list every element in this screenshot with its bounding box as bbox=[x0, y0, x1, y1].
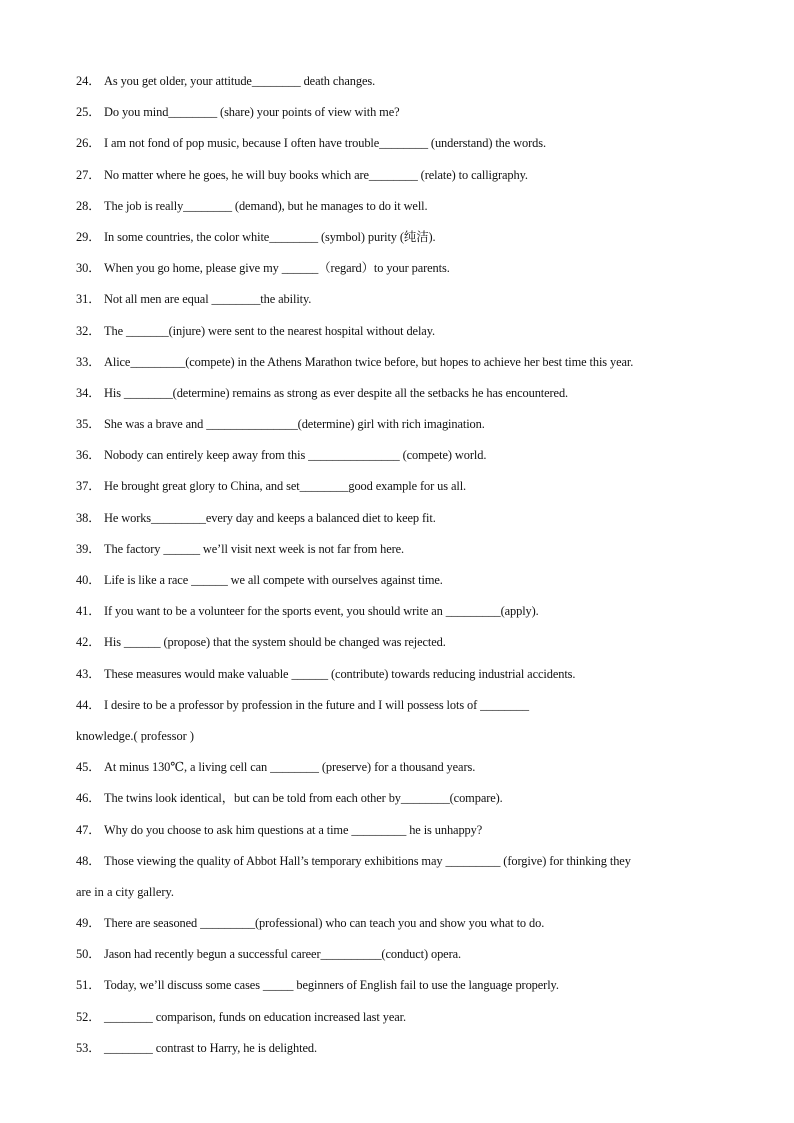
question-number: 25． bbox=[76, 105, 101, 120]
question-continuation: knowledge.( professor ) bbox=[76, 728, 195, 743]
question-number: 53． bbox=[76, 1040, 101, 1055]
question-number: 51． bbox=[76, 978, 101, 993]
question-item bbox=[76, 284, 766, 315]
question-item bbox=[76, 222, 766, 253]
question-item bbox=[76, 1002, 766, 1033]
question-item bbox=[76, 846, 766, 877]
question-item bbox=[76, 783, 766, 814]
question-text: Those viewing the quality of Abbot Hall’s temporary exhibitions may _________ (forgive) for thinking they bbox=[104, 853, 631, 868]
question-number: 45． bbox=[76, 760, 101, 775]
question-item bbox=[76, 160, 766, 191]
question-number: 31． bbox=[76, 292, 101, 307]
question-number: 38． bbox=[76, 510, 101, 525]
question-text: No matter where he goes, he will buy books which are________ (relate) to calligraphy. bbox=[104, 167, 528, 182]
question-text: Alice_________(compete) in the Athens Marathon twice before, but hopes to achieve her best time this year. bbox=[104, 354, 634, 369]
question-text: Not all men are equal ________the ability. bbox=[104, 292, 312, 307]
question-item bbox=[76, 815, 766, 846]
question-number: 43． bbox=[76, 666, 101, 681]
question-text: The factory ______ we’ll visit next week is not far from here. bbox=[104, 541, 405, 556]
question-number: 27． bbox=[76, 167, 101, 182]
question-item bbox=[76, 596, 766, 627]
question-item bbox=[76, 66, 766, 97]
question-number: 40． bbox=[76, 573, 101, 587]
question-item bbox=[76, 409, 766, 440]
question-text: Today, we’ll discuss some cases _____ beginners of English fail to use the language properly. bbox=[104, 978, 559, 993]
question-number: 37． bbox=[76, 479, 101, 494]
question-item bbox=[76, 908, 766, 939]
question-text: I desire to be a professor by profession in the future and I will possess lots of ________ bbox=[104, 697, 529, 712]
question-number: 35． bbox=[76, 417, 101, 432]
question-item bbox=[76, 503, 766, 534]
question-text: His ______ (propose) that the system should be changed was rejected. bbox=[104, 635, 446, 650]
question-item bbox=[76, 970, 766, 1001]
question-item bbox=[76, 347, 766, 378]
question-text: As you get older, your attitude________ death changes. bbox=[104, 74, 376, 88]
question-item bbox=[76, 471, 766, 502]
question-number: 32． bbox=[76, 323, 101, 338]
question-number: 41． bbox=[76, 604, 101, 619]
question-number: 24． bbox=[76, 74, 101, 88]
question-number: 50． bbox=[76, 947, 101, 962]
question-text: The _______(injure) were sent to the nearest hospital without delay. bbox=[104, 323, 435, 338]
question-number: 44． bbox=[76, 697, 101, 712]
question-number: 30． bbox=[76, 261, 101, 276]
question-item bbox=[76, 627, 766, 658]
question-number: 49． bbox=[76, 916, 101, 931]
question-number: 34． bbox=[76, 385, 101, 400]
question-number: 29． bbox=[76, 229, 101, 244]
question-item bbox=[76, 440, 766, 471]
question-text: These measures would make valuable ______ (contribute) towards reducing industrial accidents. bbox=[104, 666, 576, 681]
question-item bbox=[76, 191, 766, 222]
question-number: 48． bbox=[76, 853, 101, 868]
question-item bbox=[76, 939, 766, 970]
question-text: She was a brave and _______________(determine) girl with rich imagination. bbox=[104, 417, 485, 432]
question-item bbox=[76, 97, 766, 128]
question-text: I am not fond of pop music, because I often have trouble________ (understand) the words. bbox=[104, 136, 546, 151]
question-item bbox=[76, 378, 766, 409]
question-item bbox=[76, 316, 766, 347]
question-text: He brought great glory to China, and set________good example for us all. bbox=[104, 479, 467, 494]
question-list bbox=[76, 66, 766, 1064]
question-text: At minus 130℃, a living cell can ________ (preserve) for a thousand years. bbox=[104, 760, 476, 775]
question-item bbox=[76, 565, 766, 596]
question-text: Jason had recently begun a successful career__________(conduct) opera. bbox=[104, 947, 462, 962]
question-text: There are seasoned _________(professional) who can teach you and show you what to do. bbox=[104, 916, 545, 931]
question-text: Life is like a race ______ we all compete with ourselves against time. bbox=[104, 573, 443, 587]
question-number: 46． bbox=[76, 791, 101, 806]
question-text: If you want to be a volunteer for the sports event, you should write an _________(apply). bbox=[104, 604, 539, 619]
question-number: 28． bbox=[76, 198, 101, 213]
question-text: ________ comparison, funds on education increased last year. bbox=[104, 1009, 406, 1024]
question-item bbox=[76, 1033, 766, 1064]
question-text: ________ contrast to Harry, he is delighted. bbox=[104, 1040, 317, 1055]
question-number: 33． bbox=[76, 354, 101, 369]
question-text: Why do you choose to ask him questions at a time _________ he is unhappy? bbox=[104, 822, 483, 837]
question-item bbox=[76, 128, 766, 159]
question-text: Do you mind________ (share) your points of view with me? bbox=[104, 105, 400, 120]
question-item bbox=[76, 253, 766, 284]
question-number: 36． bbox=[76, 448, 101, 463]
question-item bbox=[76, 752, 766, 783]
question-item bbox=[76, 690, 766, 721]
question-number: 39． bbox=[76, 541, 101, 556]
question-text: Nobody can entirely keep away from this _______________ (compete) world. bbox=[104, 448, 487, 463]
question-text: His ________(determine) remains as strong as ever despite all the setbacks he has encountered. bbox=[104, 385, 569, 400]
question-text: When you go home, please give my ______（regard）to your parents. bbox=[104, 261, 450, 276]
question-text: The job is really________ (demand), but he manages to do it well. bbox=[104, 198, 428, 213]
question-number: 26． bbox=[76, 136, 101, 151]
question-item bbox=[76, 534, 766, 565]
question-text: He works_________every day and keeps a balanced diet to keep fit. bbox=[104, 510, 436, 525]
question-text: In some countries, the color white________ (symbol) purity (纯洁). bbox=[104, 229, 436, 244]
question-continuation: are in a city gallery. bbox=[76, 884, 174, 899]
question-number: 42． bbox=[76, 635, 101, 650]
question-number: 47． bbox=[76, 822, 101, 837]
question-item bbox=[76, 659, 766, 690]
question-number: 52． bbox=[76, 1009, 101, 1024]
question-text: The twins look identical，but can be told from each other by________(compare). bbox=[104, 791, 503, 806]
